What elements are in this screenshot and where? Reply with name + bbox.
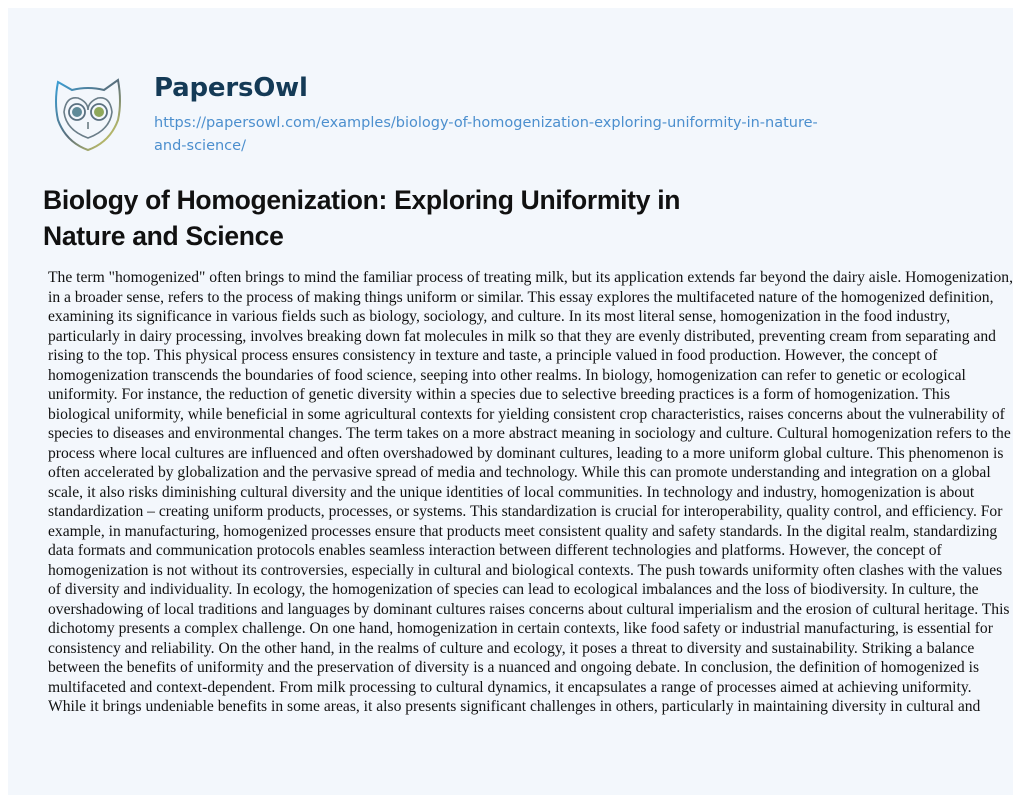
document-panel bbox=[8, 8, 1013, 795]
site-header bbox=[52, 66, 972, 166]
source-url-link[interactable] bbox=[154, 112, 954, 158]
article-title bbox=[43, 182, 763, 254]
title-line-1: Biology of Homogenization: Exploring Uniformity in bbox=[43, 185, 681, 215]
article-body: The term "homogenized" often brings to mind the familiar process of treating milk, but its application extends far beyond the dairy aisle. Homogenization, in a broader sense, refers to the process of making things uniform or similar. This essay explores the multifaceted nature of the homogenized definition, examining its significance in various fields such as biology, sociology, and culture. In its most literal sense, homogenization in the food industry, particularly in dairy processing, involves breaking down fat molecules in milk so that they are evenly distributed, preventing cream from separating and rising to the top. This physical process ensures consistency in texture and taste, a principle valued in food production. However, the concept of homogenization transcends the boundaries of food science, seeping into other realms. In biology, homogenization can refer to genetic or ecological uniformity. For instance, the reduction of genetic diversity within a species due to selective breeding practices is a form of homogenization. This biological uniformity, while beneficial in some agricultural contexts for yielding consistent crop characteristics, raises concerns about the vulnerability of species to diseases and environmental changes. The term takes on a more abstract meaning in sociology and culture. Cultural homogenization refers to the process where local cultures are influenced and often overshadowed by dominant cultures, leading to a more uniform global culture. This phenomenon is often accelerated by globalization and the pervasive spread of media and technology. While this can promote understanding and integration on a global scale, it also risks diminishing cultural diversity and the unique identities of local communities. In technology and industry, homogenization is about standardization – creating uniform products, processes, or systems. This standardization is crucial for interoperability, quality control, and efficiency. For example, in manufacturing, homogenized processes ensure that products meet consistent quality and safety standards. In the digital realm, standardizing data formats and communication protocols enables seamless interaction between different technologies and platforms. However, the concept of homogenization is not without its controversies, especially in cultural and biological contexts. The push towards uniformity often clashes with the values of diversity and individuality. In ecology, the homogenization of species can lead to ecological imbalances and the loss of biodiversity. In culture, the overshadowing of local traditions and languages by dominant cultures raises concerns about cultural imperialism and the erosion of cultural heritage. This dichotomy presents a complex challenge. On one hand, homogenization in certain contexts, like food safety or industrial manufacturing, is essential for consistency and reliability. On the other hand, in the realms of culture and ecology, it poses a threat to diversity and sustainability. Striking a balance between the benefits of uniformity and the preservation of diversity is a nuanced and ongoing debate. In conclusion, the definition of homogenized is multifaceted and context-dependent. From milk processing to cultural dynamics, it encapsulates a range of processes aimed at achieving uniformity. While it brings undeniable benefits in some areas, it also presents significant challenges in others, particularly in maintaining diversity in cultural and bbox=[48, 269, 1013, 715]
url-line-1[interactable]: https://papersowl.com/examples/biology-of-homogenization-exploring-uniformity-in-nature- bbox=[154, 115, 818, 131]
title-line-2: Nature and Science bbox=[43, 221, 284, 251]
url-line-2[interactable]: and-science/ bbox=[154, 138, 246, 154]
owl-logo-icon bbox=[52, 72, 124, 154]
brand-name[interactable]: PapersOwl bbox=[154, 73, 308, 103]
